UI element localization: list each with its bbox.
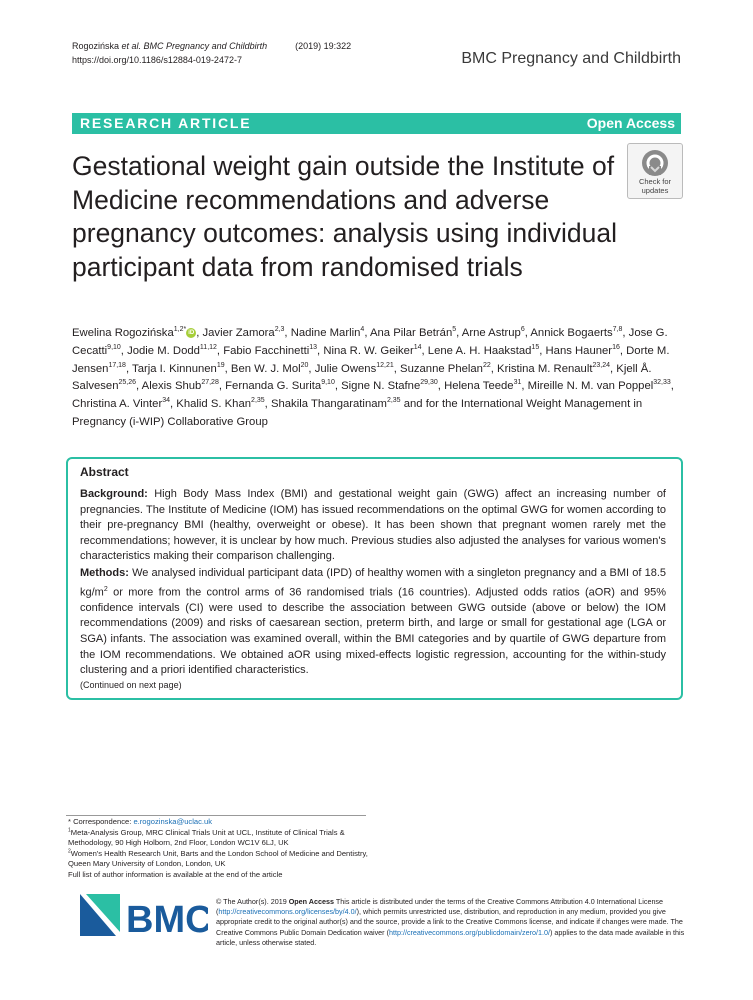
author <box>176 398 264 410</box>
affiliation-1: Meta-Analysis Group, MRC Clinical Trials Unit at UCL, Institute of Clinical Trials & Methodology, 90 High Holborn, 2nd Floor, London WC1V 6LJ, UK <box>68 827 345 847</box>
citation-journal: et al. BMC Pregnancy and Childbirth <box>121 41 268 51</box>
methods-text-2: or more from the control arms of 36 randomised trials (16 countries). Adjusted odds ratios (aOR) and 95% confidence intervals (CI) were used to describe the association between GWG outside (above or below) the IOM recommendations (2009) and risks of caesarean section, preterm birth, and large or small for gestational age (LGA or SGA) infants. The association was examined overall, within the BMI categories and by quartile of GWG departure from the IOM recommendations. We obtained aOR using mixed-effects logistic regression, accounting for the within-study clustering and a priori identified characteristics. <box>80 586 666 677</box>
license-p1: © The Author(s). 2019 <box>216 897 289 906</box>
author-name: Helena Teede <box>444 380 514 393</box>
bmc-logo <box>80 892 208 943</box>
author <box>72 398 170 410</box>
author-affiliation: 29,30 <box>420 379 438 387</box>
author-affiliation: 23,24 <box>592 361 611 369</box>
aff1-superscript: 1 <box>68 826 71 833</box>
journal-name: BMC Pregnancy and Childbirth <box>461 50 681 67</box>
author <box>400 363 491 375</box>
running-header <box>72 39 351 67</box>
continued-note: (Continued on next page) <box>80 680 182 690</box>
author-affiliation: 11,12 <box>199 344 217 352</box>
bmc-logo-mark-icon <box>80 892 208 938</box>
author-name: Dorte M. Jensen <box>72 344 670 375</box>
author-affiliation: 2,35 <box>251 397 265 405</box>
author-name: Alexis Shub <box>141 380 202 393</box>
author <box>444 380 521 392</box>
background-label: Background: <box>80 488 148 500</box>
author-name: Kjell Å. Salvesen <box>72 362 652 393</box>
correspondence-label: * Correspondence: <box>68 817 134 826</box>
doi-link[interactable]: https://doi.org/10.1186/s12884-019-2472-7 <box>72 55 242 65</box>
author-affiliation: 20 <box>300 361 309 369</box>
abstract-methods <box>80 566 666 679</box>
author-affiliation: 2,3 <box>274 326 285 334</box>
more-info-note: Full list of author information is available at the end of the article <box>68 869 283 879</box>
author-name: Khalid S. Khan <box>176 398 252 411</box>
author-affiliation: 1,2* <box>173 326 187 334</box>
author-affiliation: 2,35 <box>386 397 401 405</box>
author-affiliation: 17,18 <box>108 361 126 369</box>
author-name: Javier Zamora <box>202 327 275 339</box>
article-title: Gestational weight gain outside the Institute of Medicine recommendations and adverse pregnancy outcomes: analysis using individual participant data from randomised trials <box>72 151 618 282</box>
author <box>546 345 620 357</box>
abstract-background <box>80 487 666 565</box>
author-affiliation: 13 <box>309 344 318 352</box>
check-for-updates-badge[interactable] <box>627 143 683 199</box>
methods-text-1: We analysed individual participant data (IPD) of healthy women with a singleton pregnancy and a BMI of 18.5 kg/m <box>80 567 666 599</box>
author <box>370 327 456 339</box>
abstract-heading: Abstract <box>80 465 129 479</box>
badge-line-1: Check for <box>638 177 672 186</box>
author-affiliation: 19 <box>216 361 225 369</box>
author <box>223 345 317 357</box>
license-url-1[interactable]: http://creativecommons.org/licenses/by/4.0/ <box>218 907 357 917</box>
author-name: Shakila Thangaratinam <box>270 398 387 411</box>
footnotes <box>68 817 368 880</box>
author-name: Tarja I. Kinnunen <box>132 362 217 375</box>
author-affiliation: 14 <box>413 344 422 352</box>
author-name: Ben W. J. Mol <box>230 362 301 375</box>
methods-superscript: 2 <box>103 585 108 593</box>
author <box>142 380 219 392</box>
author-name: Jodie M. Dodd <box>127 344 200 357</box>
author-affiliation: 15 <box>531 344 540 352</box>
license-statement <box>216 897 686 948</box>
author-name: Julie Owens <box>314 362 377 375</box>
author-name: Signe N. Stafne <box>341 380 421 393</box>
author-affiliation: 7,8 <box>612 326 623 334</box>
author <box>202 327 284 339</box>
author-affiliation: 22 <box>482 361 491 369</box>
author-name: Kristina M. Renault <box>497 362 593 375</box>
footnote-divider <box>66 815 366 816</box>
author <box>291 327 365 339</box>
author <box>341 380 438 392</box>
author-affiliation: 16 <box>612 344 620 352</box>
badge-line-2: updates <box>641 186 669 195</box>
author <box>72 327 196 339</box>
author <box>231 363 308 375</box>
author <box>497 363 610 375</box>
citation-authors: Rogozińska <box>72 41 122 51</box>
author-name: Nadine Marlin <box>290 327 361 339</box>
aff2-superscript: 2 <box>68 847 71 854</box>
author-name: Lene A. H. Haakstad <box>427 344 532 357</box>
author <box>462 327 525 339</box>
author-name: Mireille N. M. van Poppel <box>527 380 654 393</box>
correspondence-email[interactable]: e.rogozinska@uclac.uk <box>133 817 213 826</box>
author-affiliation: 5 <box>452 326 457 334</box>
author-name: Hans Hauner <box>545 344 613 357</box>
affiliation-2: Women's Health Research Unit, Barts and the London School of Medicine and Dentistry, Queen Mary University of London, London, UK <box>68 848 368 868</box>
author-name: Ewelina Rogozińska <box>72 327 174 339</box>
author-name: Fernanda G. Surita <box>225 380 322 393</box>
license-p2: This article is distributed under the terms of the Creative Commons Attribution 4.0 International License ( <box>216 897 664 917</box>
article-type-label: RESEARCH ARTICLE <box>80 115 252 131</box>
license-p4: ) applies to the data made available in this article, unless otherwise stated. <box>216 927 685 947</box>
author-affiliation: 32,33 <box>653 379 671 387</box>
author <box>315 363 394 375</box>
author <box>127 345 217 357</box>
author-name: Jose G. Cecatti <box>72 327 668 357</box>
author-list: Ewelina Rogozińska$^{1,2*}$ iD , Javier Zamora$^{2,3}$, Nadine Marlin$^4$, Ana Pilar Betrán$^5$, Arne Astrup$^6$, Annick Bogaerts$^{7,8}$, Jose G. Cecatti$^{9,10}$, Jodie M. Dodd$^{11,12}$, Fabio Facchinetti$^{13}$, Nina R. W. Geiker$^{14}$, Lene A. H. Haakstad$^{15}$, Hans Hauner$^{16}$, Dorte M. Jensen$^{17,18}$, Tarja I. Kinnunen$^{19}$, Ben W. J. Mol$^{20}$, Julie Owens$^{12,21}$, Suzanne Phelan$^{22}$, Kristina M. Renault$^{23,24}$, Kjell Å. Salvesen$^{25,26}$, Alexis Shub$^{27,28}$, Fernanda G. Surita$^{9,10}$, Signe N. Stafne$^{29,30}$, Helena Teede$^{31}$, Mireille N. M. van Poppel$^{32,33}$, Christina A. Vinter$^{34}$, Khalid S. Khan$^{2,35}$, Shakila Thangaratinam$^{2,35}$ and for the International Weight Management in Pregnancy (i-WIP) Collaborative Group <box>72 326 674 428</box>
author-name: Fabio Facchinetti <box>223 344 310 357</box>
author <box>271 398 401 410</box>
background-text: High Body Mass Index (BMI) and gestational weight gain (GWG) affect an increasing number of pregnancies. The Institute of Medicine (IOM) has issued recommendations on the optimal GWG for women according to their pre-pregnancy BMI (healthy, overweight or obese). It has been shown that pregnant women rarely met the recommendations; however, it is unclear by how much. Previous studies also adjusted the analyses for various women's characteristics making their comparison challenging. <box>80 488 666 563</box>
author <box>132 363 225 375</box>
collaborative-group: and for the International Weight Management in Pregnancy (i-WIP) Collaborative Group <box>72 398 643 428</box>
author-affiliation: 34 <box>162 397 171 405</box>
author-name: Annick Bogaerts <box>530 327 613 339</box>
orcid-icon[interactable]: iD <box>188 330 195 337</box>
author-affiliation: 9,10 <box>321 379 335 387</box>
author <box>528 380 671 392</box>
open-access-label: Open Access <box>586 115 675 131</box>
license-url-2[interactable]: http://creativecommons.org/publicdomain/zero/1.0/ <box>388 927 550 937</box>
author-name: Arne Astrup <box>461 327 521 339</box>
license-open-access: Open Access <box>288 897 334 906</box>
author <box>530 327 622 339</box>
author-affiliation: 9,10 <box>107 344 121 352</box>
methods-label: Methods: <box>80 567 129 579</box>
license-p3: ), which permits unrestricted use, distribution, and reproduction in any medium, provided you give appropriate credit to the original author(s) and the source, provide a link to the Creative Commons license, and indicate if changes were made. The Creative Commons Public Domain Dedication waiver ( <box>216 907 683 937</box>
author <box>323 345 421 357</box>
author-name: Suzanne Phelan <box>400 362 483 375</box>
bmc-logo-text: BMC <box>126 899 208 938</box>
author-name: Christina A. Vinter <box>72 398 163 411</box>
crossmark-icon <box>640 148 670 178</box>
author-affiliation: 27,28 <box>201 379 219 387</box>
author <box>428 345 539 357</box>
author-affiliation: 31 <box>513 379 522 387</box>
citation-year: (2019) 19:322 <box>295 41 352 51</box>
author-name: Ana Pilar Betrán <box>369 327 453 339</box>
author-affiliation: 25,26 <box>118 379 137 387</box>
author <box>225 380 335 392</box>
author-affiliation: 4 <box>360 326 365 334</box>
author-name: Nina R. W. Geiker <box>323 344 414 357</box>
author-affiliation: 12,21 <box>376 361 394 369</box>
author-affiliation: 6 <box>520 326 525 334</box>
